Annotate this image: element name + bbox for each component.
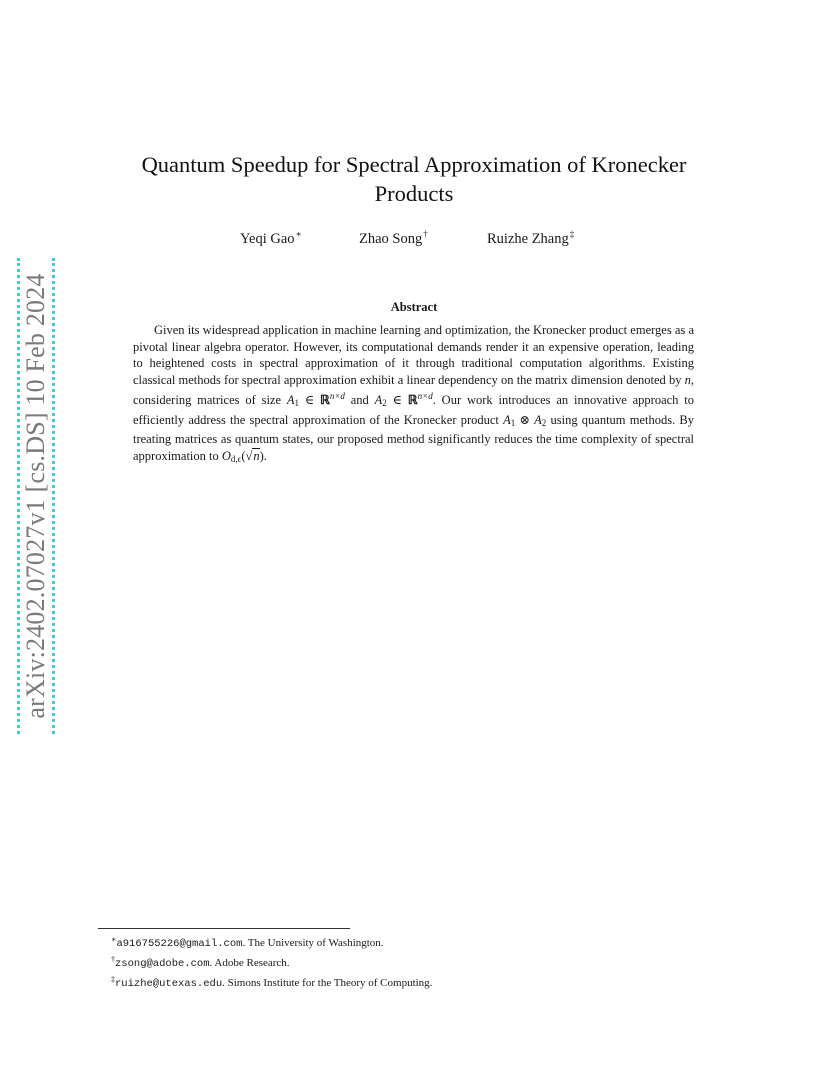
footnote-email[interactable]: zsong@adobe.com [115, 958, 210, 970]
footnotes [111, 932, 711, 992]
math-symbol: A [503, 412, 511, 427]
author-3 [487, 229, 574, 248]
abstract-text: and [344, 393, 375, 407]
author-mark: ∗ [295, 229, 302, 239]
math-subscript: 1 [510, 417, 516, 428]
abstract-text: , considering matrices of size [133, 372, 694, 407]
math-operator: ). [259, 448, 267, 463]
author-name: Ruizhe Zhang [487, 231, 569, 247]
math-symbol: A [286, 393, 295, 407]
author-list [0, 229, 828, 251]
abstract-heading: Abstract [390, 300, 438, 314]
arxiv-identifier: arXiv:2402.07027v1 [cs.DS] 10 Feb 2024 [21, 273, 50, 719]
paper-title: Quantum Speedup for Spectral Approximation of Kronecker Products [141, 152, 687, 206]
footnote-1 [111, 932, 711, 952]
footnote-text: . The University of Washington. [242, 937, 384, 949]
math-symbol: A [374, 393, 383, 407]
math-subscript: 1 [294, 398, 299, 408]
footnote-text: . Adobe Research. [209, 957, 290, 969]
math-subscript: d,ϵ [230, 453, 242, 464]
footnote-rule [98, 928, 350, 929]
abstract-text: using quantum methods. By treating matrices as quantum states, our proposed method significantly reduces the time complexity of spectral approximation to [133, 412, 694, 463]
math-complexity [222, 449, 267, 463]
abstract-text: . Our work introduces an innovative approach to efficiently address the spectral approximation of the Kronecker product [133, 393, 694, 427]
math-a1 [287, 393, 345, 407]
footnote-text: . Simons Institute for the Theory of Computing. [222, 977, 433, 989]
math-operator: ⊗ [515, 412, 535, 427]
footnote-email[interactable]: ruizhe@utexas.edu [115, 978, 223, 990]
abstract-text: Given its widespread application in machine learning and optimization, the Kronecker product emerges as a pivotal linear algebra operator. However, its computational demands render it an expensive operation, leading to heightened costs in spectral approximation of it through traditional computation algorithms. Existing classical methods for spectral approximation exhibit a linear dependency on the matrix dimension denoted by [133, 323, 694, 387]
math-subscript: 2 [541, 417, 547, 428]
math-superscript: n×d [417, 391, 433, 401]
author-name: Yeqi Gao [240, 231, 295, 247]
math-subscript: 2 [382, 398, 387, 408]
author-mark: † [423, 229, 428, 239]
footnote-email[interactable]: a916755226@gmail.com [116, 938, 243, 950]
math-a2 [375, 393, 433, 407]
math-n: n [684, 372, 691, 387]
footnote-mark: ∗ [111, 935, 117, 944]
math-kronecker [503, 413, 546, 427]
math-reals: ℝ [319, 393, 330, 407]
author-1 [240, 229, 302, 248]
abstract-body [133, 322, 694, 467]
math-symbol: O [221, 448, 231, 463]
math-operator: ∈ [299, 393, 320, 407]
footnote-mark: † [111, 955, 115, 964]
math-superscript: n×d [329, 391, 345, 401]
math-sqrt-arg: n [253, 448, 260, 463]
footnote-mark: ‡ [111, 975, 115, 984]
footnote-2 [111, 952, 711, 972]
math-operator: (√ [241, 448, 253, 463]
math-reals: ℝ [407, 393, 418, 407]
math-symbol: A [534, 412, 542, 427]
author-mark: ‡ [569, 229, 575, 239]
footnote-3 [111, 972, 711, 992]
author-2 [359, 229, 428, 248]
math-operator: ∈ [386, 393, 408, 407]
author-name: Zhao Song [359, 231, 423, 247]
